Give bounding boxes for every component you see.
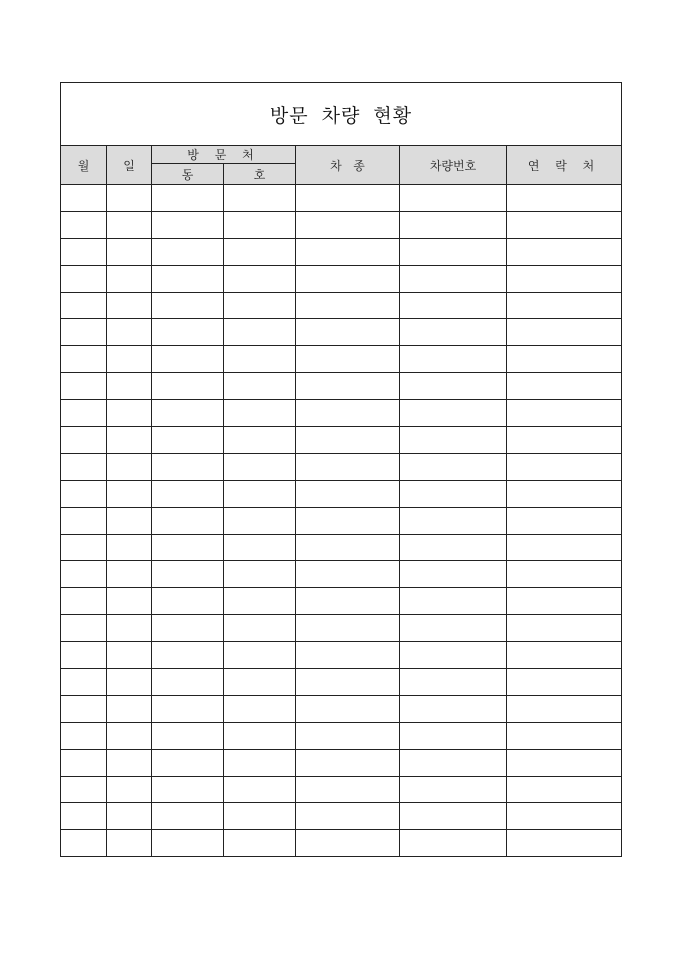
header-destination: 방 문 처 xyxy=(152,146,296,164)
table-row xyxy=(61,615,622,642)
cell-car-type[interactable] xyxy=(296,561,400,588)
cell-contact[interactable] xyxy=(507,722,622,749)
cell-plate-number[interactable] xyxy=(400,642,507,669)
cell-plate-number[interactable] xyxy=(400,776,507,803)
cell-contact[interactable] xyxy=(507,561,622,588)
cell-plate-number[interactable] xyxy=(400,480,507,507)
table-row xyxy=(61,453,622,480)
cell-unit[interactable] xyxy=(224,642,296,669)
cell-car-type[interactable] xyxy=(296,669,400,696)
cell-contact[interactable] xyxy=(507,292,622,319)
cell-day[interactable] xyxy=(107,695,152,722)
cell-plate-number[interactable] xyxy=(400,238,507,265)
cell-month[interactable] xyxy=(61,211,107,238)
cell-month[interactable] xyxy=(61,427,107,454)
cell-unit[interactable] xyxy=(224,453,296,480)
cell-month[interactable] xyxy=(61,830,107,857)
cell-building[interactable] xyxy=(152,265,224,292)
cell-building[interactable] xyxy=(152,292,224,319)
table-row xyxy=(61,185,622,212)
header-contact: 연 락 처 xyxy=(507,146,622,185)
table-row xyxy=(61,211,622,238)
table-row xyxy=(61,507,622,534)
cell-car-type[interactable] xyxy=(296,265,400,292)
cell-month[interactable] xyxy=(61,722,107,749)
cell-contact[interactable] xyxy=(507,453,622,480)
table-row xyxy=(61,292,622,319)
cell-car-type[interactable] xyxy=(296,776,400,803)
table-row xyxy=(61,722,622,749)
cell-contact[interactable] xyxy=(507,427,622,454)
table-row xyxy=(61,346,622,373)
table-row xyxy=(61,427,622,454)
cell-day[interactable] xyxy=(107,319,152,346)
cell-month[interactable] xyxy=(61,238,107,265)
cell-plate-number[interactable] xyxy=(400,507,507,534)
cell-car-type[interactable] xyxy=(296,400,400,427)
cell-plate-number[interactable] xyxy=(400,749,507,776)
cell-car-type[interactable] xyxy=(296,534,400,561)
cell-unit[interactable] xyxy=(224,238,296,265)
table-row xyxy=(61,830,622,857)
cell-day[interactable] xyxy=(107,507,152,534)
cell-day[interactable] xyxy=(107,238,152,265)
cell-month[interactable] xyxy=(61,265,107,292)
cell-building[interactable] xyxy=(152,642,224,669)
cell-car-type[interactable] xyxy=(296,480,400,507)
cell-unit[interactable] xyxy=(224,346,296,373)
cell-plate-number[interactable] xyxy=(400,265,507,292)
cell-building[interactable] xyxy=(152,749,224,776)
cell-building[interactable] xyxy=(152,695,224,722)
cell-building[interactable] xyxy=(152,427,224,454)
cell-month[interactable] xyxy=(61,453,107,480)
cell-contact[interactable] xyxy=(507,669,622,696)
cell-contact[interactable] xyxy=(507,642,622,669)
cell-month[interactable] xyxy=(61,185,107,212)
cell-contact[interactable] xyxy=(507,695,622,722)
table-row xyxy=(61,695,622,722)
cell-building[interactable] xyxy=(152,453,224,480)
cell-building[interactable] xyxy=(152,373,224,400)
cell-plate-number[interactable] xyxy=(400,211,507,238)
cell-unit[interactable] xyxy=(224,265,296,292)
cell-day[interactable] xyxy=(107,292,152,319)
cell-building[interactable] xyxy=(152,185,224,212)
cell-building[interactable] xyxy=(152,561,224,588)
table-row xyxy=(61,265,622,292)
cell-unit[interactable] xyxy=(224,292,296,319)
form-title: 방문 차량 현황 xyxy=(61,83,622,146)
cell-car-type[interactable] xyxy=(296,803,400,830)
cell-month[interactable] xyxy=(61,669,107,696)
cell-month[interactable] xyxy=(61,695,107,722)
cell-building[interactable] xyxy=(152,238,224,265)
cell-unit[interactable] xyxy=(224,319,296,346)
cell-day[interactable] xyxy=(107,534,152,561)
cell-unit[interactable] xyxy=(224,185,296,212)
cell-building[interactable] xyxy=(152,319,224,346)
table-row xyxy=(61,319,622,346)
cell-unit[interactable] xyxy=(224,669,296,696)
cell-building[interactable] xyxy=(152,588,224,615)
table-row xyxy=(61,749,622,776)
cell-plate-number[interactable] xyxy=(400,427,507,454)
cell-car-type[interactable] xyxy=(296,346,400,373)
cell-contact[interactable] xyxy=(507,830,622,857)
cell-contact[interactable] xyxy=(507,749,622,776)
table-row xyxy=(61,561,622,588)
header-unit: 호 xyxy=(224,164,296,185)
cell-car-type[interactable] xyxy=(296,238,400,265)
cell-unit[interactable] xyxy=(224,211,296,238)
cell-car-type[interactable] xyxy=(296,292,400,319)
table-body xyxy=(61,185,622,857)
cell-building[interactable] xyxy=(152,615,224,642)
cell-day[interactable] xyxy=(107,400,152,427)
cell-contact[interactable] xyxy=(507,373,622,400)
cell-contact[interactable] xyxy=(507,211,622,238)
cell-plate-number[interactable] xyxy=(400,803,507,830)
cell-day[interactable] xyxy=(107,265,152,292)
cell-plate-number[interactable] xyxy=(400,346,507,373)
cell-plate-number[interactable] xyxy=(400,588,507,615)
cell-day[interactable] xyxy=(107,346,152,373)
cell-day[interactable] xyxy=(107,669,152,696)
cell-unit[interactable] xyxy=(224,480,296,507)
cell-contact[interactable] xyxy=(507,776,622,803)
cell-car-type[interactable] xyxy=(296,615,400,642)
cell-day[interactable] xyxy=(107,588,152,615)
cell-day[interactable] xyxy=(107,373,152,400)
cell-plate-number[interactable] xyxy=(400,453,507,480)
cell-contact[interactable] xyxy=(507,534,622,561)
cell-day[interactable] xyxy=(107,561,152,588)
cell-day[interactable] xyxy=(107,722,152,749)
cell-car-type[interactable] xyxy=(296,749,400,776)
cell-car-type[interactable] xyxy=(296,588,400,615)
cell-unit[interactable] xyxy=(224,507,296,534)
cell-contact[interactable] xyxy=(507,615,622,642)
cell-building[interactable] xyxy=(152,211,224,238)
cell-unit[interactable] xyxy=(224,400,296,427)
cell-unit[interactable] xyxy=(224,776,296,803)
cell-contact[interactable] xyxy=(507,185,622,212)
cell-plate-number[interactable] xyxy=(400,373,507,400)
cell-building[interactable] xyxy=(152,803,224,830)
cell-month[interactable] xyxy=(61,749,107,776)
cell-building[interactable] xyxy=(152,534,224,561)
cell-unit[interactable] xyxy=(224,534,296,561)
cell-plate-number[interactable] xyxy=(400,830,507,857)
table-row xyxy=(61,534,622,561)
cell-unit[interactable] xyxy=(224,722,296,749)
cell-unit[interactable] xyxy=(224,561,296,588)
cell-car-type[interactable] xyxy=(296,319,400,346)
cell-plate-number[interactable] xyxy=(400,400,507,427)
cell-unit[interactable] xyxy=(224,615,296,642)
cell-day[interactable] xyxy=(107,453,152,480)
cell-day[interactable] xyxy=(107,615,152,642)
cell-building[interactable] xyxy=(152,400,224,427)
cell-plate-number[interactable] xyxy=(400,534,507,561)
cell-contact[interactable] xyxy=(507,588,622,615)
cell-month[interactable] xyxy=(61,588,107,615)
cell-plate-number[interactable] xyxy=(400,695,507,722)
cell-month[interactable] xyxy=(61,480,107,507)
table-row xyxy=(61,669,622,696)
header-month: 월 xyxy=(61,146,107,185)
cell-building[interactable] xyxy=(152,830,224,857)
cell-unit[interactable] xyxy=(224,803,296,830)
cell-day[interactable] xyxy=(107,211,152,238)
cell-car-type[interactable] xyxy=(296,507,400,534)
cell-contact[interactable] xyxy=(507,480,622,507)
cell-car-type[interactable] xyxy=(296,453,400,480)
visitor-vehicle-table xyxy=(60,82,622,857)
table-row xyxy=(61,803,622,830)
cell-unit[interactable] xyxy=(224,830,296,857)
table-row xyxy=(61,238,622,265)
cell-month[interactable] xyxy=(61,507,107,534)
cell-car-type[interactable] xyxy=(296,695,400,722)
cell-plate-number[interactable] xyxy=(400,561,507,588)
table-row xyxy=(61,480,622,507)
cell-month[interactable] xyxy=(61,534,107,561)
table-row xyxy=(61,373,622,400)
cell-building[interactable] xyxy=(152,346,224,373)
table-row xyxy=(61,588,622,615)
cell-contact[interactable] xyxy=(507,400,622,427)
cell-plate-number[interactable] xyxy=(400,319,507,346)
table-row xyxy=(61,642,622,669)
cell-day[interactable] xyxy=(107,803,152,830)
cell-plate-number[interactable] xyxy=(400,669,507,696)
cell-month[interactable] xyxy=(61,319,107,346)
cell-building[interactable] xyxy=(152,507,224,534)
cell-contact[interactable] xyxy=(507,803,622,830)
cell-month[interactable] xyxy=(61,642,107,669)
cell-plate-number[interactable] xyxy=(400,185,507,212)
cell-day[interactable] xyxy=(107,776,152,803)
cell-contact[interactable] xyxy=(507,265,622,292)
cell-plate-number[interactable] xyxy=(400,722,507,749)
cell-day[interactable] xyxy=(107,480,152,507)
cell-month[interactable] xyxy=(61,615,107,642)
cell-unit[interactable] xyxy=(224,695,296,722)
cell-contact[interactable] xyxy=(507,319,622,346)
table-row xyxy=(61,400,622,427)
cell-contact[interactable] xyxy=(507,238,622,265)
cell-unit[interactable] xyxy=(224,588,296,615)
cell-contact[interactable] xyxy=(507,507,622,534)
cell-plate-number[interactable] xyxy=(400,615,507,642)
cell-day[interactable] xyxy=(107,642,152,669)
cell-unit[interactable] xyxy=(224,427,296,454)
cell-month[interactable] xyxy=(61,561,107,588)
cell-car-type[interactable] xyxy=(296,722,400,749)
cell-unit[interactable] xyxy=(224,749,296,776)
cell-car-type[interactable] xyxy=(296,185,400,212)
cell-car-type[interactable] xyxy=(296,373,400,400)
cell-day[interactable] xyxy=(107,427,152,454)
header-day: 일 xyxy=(107,146,152,185)
cell-month[interactable] xyxy=(61,346,107,373)
cell-building[interactable] xyxy=(152,669,224,696)
cell-building[interactable] xyxy=(152,722,224,749)
cell-day[interactable] xyxy=(107,830,152,857)
cell-day[interactable] xyxy=(107,749,152,776)
cell-month[interactable] xyxy=(61,292,107,319)
header-building: 동 xyxy=(152,164,224,185)
header-plate-number: 차량번호 xyxy=(400,146,507,185)
cell-plate-number[interactable] xyxy=(400,292,507,319)
cell-car-type[interactable] xyxy=(296,427,400,454)
cell-building[interactable] xyxy=(152,480,224,507)
cell-car-type[interactable] xyxy=(296,830,400,857)
cell-day[interactable] xyxy=(107,185,152,212)
cell-unit[interactable] xyxy=(224,373,296,400)
cell-contact[interactable] xyxy=(507,346,622,373)
cell-car-type[interactable] xyxy=(296,211,400,238)
cell-month[interactable] xyxy=(61,803,107,830)
cell-month[interactable] xyxy=(61,776,107,803)
cell-car-type[interactable] xyxy=(296,642,400,669)
header-car-type: 차 종 xyxy=(296,146,400,185)
cell-month[interactable] xyxy=(61,373,107,400)
cell-building[interactable] xyxy=(152,776,224,803)
cell-month[interactable] xyxy=(61,400,107,427)
table-row xyxy=(61,776,622,803)
